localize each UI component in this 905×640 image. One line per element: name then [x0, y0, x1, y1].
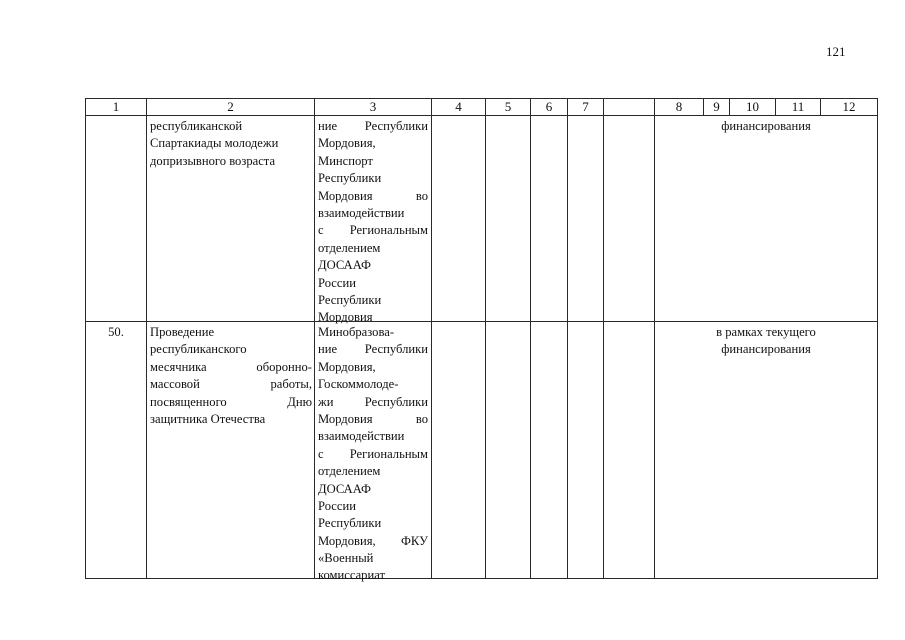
funding-cell — [655, 118, 877, 135]
executor-line: жи Республики — [318, 394, 428, 409]
executor-line: взаимодействии — [318, 205, 405, 220]
column-divider — [485, 98, 486, 579]
event-line: массовой работы, — [150, 377, 312, 392]
executor-line: Минспорт — [318, 153, 373, 168]
column-divider — [567, 98, 568, 579]
executor-cell — [318, 324, 428, 585]
executor-line: «Военный — [318, 551, 374, 566]
event-cell — [150, 324, 312, 428]
executor-line: Мордовия во — [318, 411, 428, 426]
executor-line: Республики — [318, 516, 382, 531]
header-cell: 4 — [455, 99, 462, 114]
header-cell: 3 — [369, 99, 377, 114]
header-cell: 1 — [112, 99, 120, 114]
executor-line: комиссариат — [318, 568, 385, 583]
header-cell: 12 — [842, 99, 856, 114]
executor-line: ние Республики — [318, 342, 428, 357]
funding-cell — [655, 324, 877, 359]
column-divider — [603, 98, 604, 579]
event-line: Проведение — [150, 325, 215, 339]
executor-line: Мордовия во — [318, 188, 428, 203]
header-cell: 11 — [791, 99, 805, 114]
executor-line: Мордовия — [318, 310, 373, 325]
column-divider — [530, 98, 531, 579]
funding-line: в рамках текущего — [716, 325, 816, 339]
table-row-border — [85, 321, 878, 322]
column-divider — [877, 98, 878, 579]
event-line: Спартакиады молодежи — [150, 136, 279, 151]
event-line: месячника оборонно- — [150, 359, 312, 374]
executor-line: Госкоммолоде- — [318, 377, 399, 392]
executor-line: взаимодействии — [318, 429, 405, 444]
executor-line: с Региональным — [318, 446, 428, 461]
header-cell: 7 — [582, 99, 589, 114]
executor-line: Мордовия, — [318, 359, 376, 374]
executor-line: Мордовия, ФКУ — [318, 533, 428, 548]
executor-line: отделением — [318, 240, 381, 255]
event-line: защитника Отечества — [150, 411, 266, 426]
table-bottom-border — [85, 578, 878, 579]
event-line: допризывного возраста — [150, 153, 276, 168]
executor-line: России — [318, 275, 356, 290]
executor-line: отделением — [318, 464, 381, 479]
header-cell: 2 — [227, 99, 234, 114]
executor-line: с Региональным — [318, 223, 428, 238]
header-cell: 5 — [504, 99, 512, 114]
header-cell: 10 — [746, 99, 759, 114]
column-divider — [314, 98, 315, 579]
executor-line: ДОСААФ — [318, 481, 371, 496]
column-divider — [431, 98, 432, 579]
event-line: посвященного Дню — [150, 394, 312, 409]
header-cell: 8 — [675, 99, 683, 114]
executor-line: Мордовия, — [318, 136, 376, 151]
funding-line: финансирования — [721, 342, 811, 357]
event-line: республиканского — [150, 342, 247, 357]
page-number: 121 — [826, 44, 846, 59]
executor-line: ние Республики — [318, 119, 428, 133]
header-cell: 9 — [713, 99, 720, 114]
header-cell: 6 — [545, 99, 553, 114]
header-cell — [604, 99, 654, 115]
column-divider — [146, 98, 147, 579]
executor-line: Республики — [318, 171, 382, 186]
funding-line: финансирования — [721, 119, 811, 133]
executor-line: России — [318, 498, 356, 513]
event-line: республиканской — [150, 119, 243, 133]
table-header-border — [85, 115, 878, 116]
executor-line: Республики — [318, 292, 382, 307]
executor-cell — [318, 118, 428, 327]
executor-line: ДОСААФ — [318, 258, 371, 273]
row-number: 50. — [108, 325, 124, 339]
event-cell — [150, 118, 312, 170]
executor-line: Минобразова- — [318, 325, 395, 339]
